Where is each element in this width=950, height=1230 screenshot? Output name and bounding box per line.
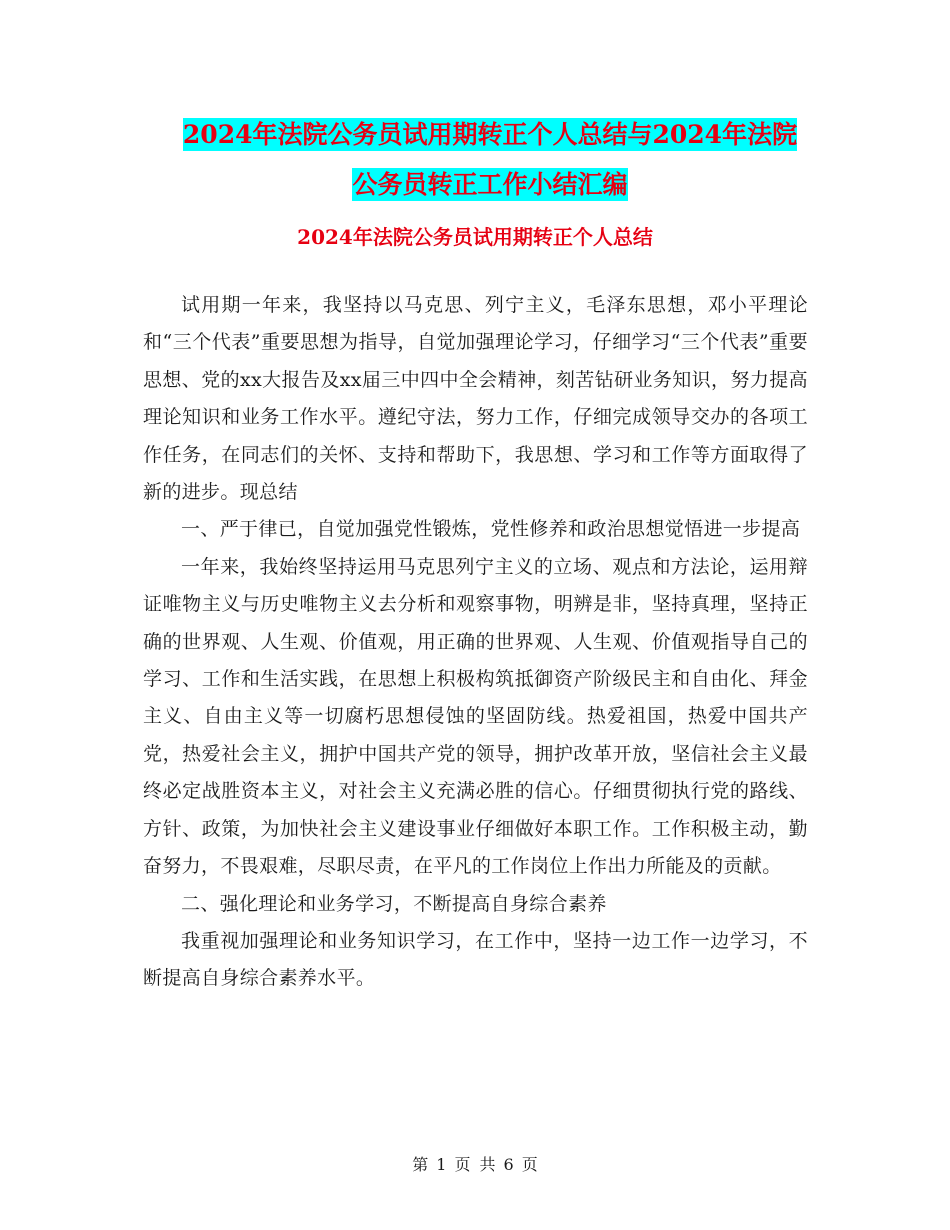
page-footer [0, 1153, 950, 1177]
paragraph-body-1: 一年来，我始终坚持运用马克思列宁主义的立场、观点和方法论，运用辩证唯物主义与历史唯物主义去分析和观察事物，明辨是非，坚持真理，坚持正确的世界观、人生观、价值观，用正确的世界观、人生观、价值观指导自己的学习、工作和生活实践，在思想上积极构筑抵御资产阶级民主和自由化、拜金主义、自由主义等一切腐朽思想侵蚀的坚固防线。热爱祖国，热爱中国共产党，热爱社会主义，拥护中国共产党的领导，拥护改革开放，坚信社会主义最终必定战胜资本主义，对社会主义充满必胜的信心。仔细贯彻执行党的路线、方针、政策，为加快社会主义建设事业仔细做好本职工作。工作积极主动，勤奋努力，不畏艰难，尽职尽责，在平凡的工作岗位上作出力所能及的贡献。 [143, 555, 808, 878]
paragraph-heading-2: 二、强化理论和业务学习，不断提高自身综合素养 [181, 892, 607, 915]
footer-middle: 页 共 [454, 1155, 496, 1174]
footer-prefix: 第 [412, 1155, 429, 1174]
footer-page-number: 1 [436, 1155, 447, 1174]
body-text [143, 287, 808, 998]
document-title [140, 110, 840, 210]
paragraph-intro: 试用期一年来，我坚持以马克思、列宁主义，毛泽东思想，邓小平理论和“三个代表”重要思想为指导，自觉加强理论学习，仔细学习“三个代表”重要思想、党的xx大报告及xx届三中四中全会精神，刻苦钻研业务知识，努力提高理论知识和业务工作水平。遵纪守法，努力工作，仔细完成领导交办的各项工作任务，在同志们的关怀、支持和帮助下，我思想、学习和工作等方面取得了新的进步。现总结 [143, 294, 808, 504]
document-title-line-2: 公务员转正工作小结汇编 [352, 170, 628, 199]
document-title-line-1: 2024年法院公务员试用期转正个人总结与2024年法院 [182, 120, 798, 149]
section-title: 2024年法院公务员试用期转正个人总结 [297, 225, 653, 249]
paragraph-heading-1: 一、严于律已，自觉加强党性锻炼，党性修养和政治思想觉悟进一步提高 [181, 518, 801, 541]
footer-suffix: 页 [521, 1155, 538, 1174]
paragraph-body-2: 我重视加强理论和业务知识学习，在工作中，坚持一边工作一边学习，不断提高自身综合素养水平。 [143, 929, 808, 990]
footer-total-pages: 6 [503, 1155, 514, 1174]
